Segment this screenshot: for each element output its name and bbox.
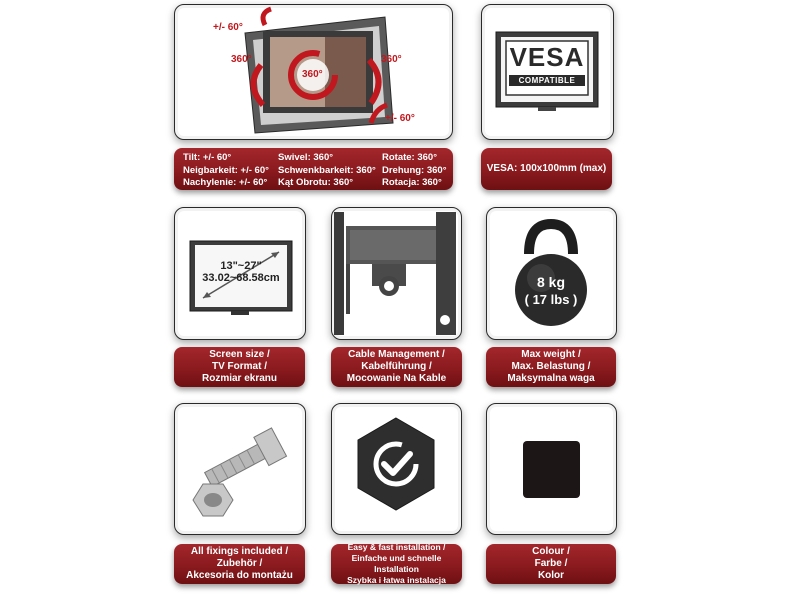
label-line: Rozmiar ekranu [201, 373, 278, 384]
spec-text: Kąt Obrotu: 360° [278, 177, 354, 188]
spec-text: Neigbarkeit: +/- 60° [183, 164, 269, 176]
label-line: Max. Belastung / [511, 361, 591, 372]
cable-tile [331, 207, 462, 340]
screen-size-label [174, 347, 305, 387]
tilt-top-arrow-icon [263, 9, 271, 25]
label-line: All fixings included / [190, 546, 289, 557]
screen-size-cm: 33.02~68.58cm [202, 272, 280, 284]
label-line: Cable Management / [348, 349, 445, 360]
specs-rotate-column [382, 152, 447, 190]
label-line: Max weight / [521, 349, 581, 360]
install-tile [331, 403, 462, 535]
label-line: Colour / [532, 546, 570, 557]
label-line: Kolor [537, 570, 565, 581]
spec-text: Nachylenie: +/- 60° [183, 177, 268, 188]
spec-text: Swivel: 360° [278, 152, 334, 163]
label-line: Maksymalna waga [507, 373, 595, 384]
specs-swivel-column [278, 152, 376, 190]
vesa-label [481, 148, 612, 190]
checkmark-icon [332, 404, 461, 534]
colour-swatch [523, 441, 580, 498]
bolt-nut-icon [175, 404, 305, 534]
label-line: Farbe / [534, 558, 568, 569]
install-label [331, 544, 462, 584]
label-line: Szybka i łatwa instalacja [347, 575, 446, 585]
cable-label [331, 347, 462, 387]
weight-lbs: ( 17 lbs ) [524, 292, 578, 307]
vesa-tile [481, 4, 614, 140]
spec-text: Schwenkbarkeit: 360° [278, 164, 376, 176]
label-line: Easy & fast installation / [347, 542, 446, 552]
spec-text: Tilt: +/- 60° [183, 152, 232, 163]
vesa-monitor-icon [482, 5, 613, 139]
label-line: Mocowanie Na Kable [346, 373, 447, 384]
spec-text: Drehung: 360° [382, 164, 447, 176]
fixings-label [174, 544, 305, 584]
label-line: Einfache und schnelle Installation [351, 553, 442, 574]
swivel-left-label: 360° [231, 54, 252, 65]
label-line: Kabelführung / [361, 361, 432, 372]
label-line: Screen size / [209, 349, 270, 360]
rotation-tile [174, 4, 453, 140]
screen-size-inches: 13"~27" [220, 260, 262, 272]
colour-label [486, 544, 616, 584]
vesa-compatible-text: COMPATIBLE [509, 75, 585, 86]
spec-text: Rotacja: 360° [382, 177, 442, 188]
tilt-angle-label: +/- 60° [213, 22, 243, 33]
weight-tile [486, 207, 617, 340]
bracket-image [332, 208, 461, 339]
label-line: Akcesoria do montażu [186, 570, 293, 581]
vesa-logo-text: VESA [509, 42, 585, 72]
weight-kg: 8 kg [536, 274, 565, 290]
spec-text: Rotate: 360° [382, 152, 438, 163]
label-line: TV Format / [211, 361, 267, 372]
colour-tile [486, 403, 617, 535]
label-line: Zubehör / [216, 558, 263, 569]
rotate-center-label: 360° [302, 69, 323, 80]
rotation-specs-label [174, 148, 453, 190]
tilt-bottom-label: +/- 60° [385, 113, 415, 124]
weight-label [486, 347, 616, 387]
specs-tilt-column [183, 152, 269, 190]
fixings-tile [174, 403, 306, 535]
bolt-icon [205, 443, 267, 486]
vesa-label-text: VESA: 100x100mm (max) [486, 163, 607, 174]
screen-size-tile [174, 207, 306, 340]
swivel-right-label: 360° [381, 54, 402, 65]
